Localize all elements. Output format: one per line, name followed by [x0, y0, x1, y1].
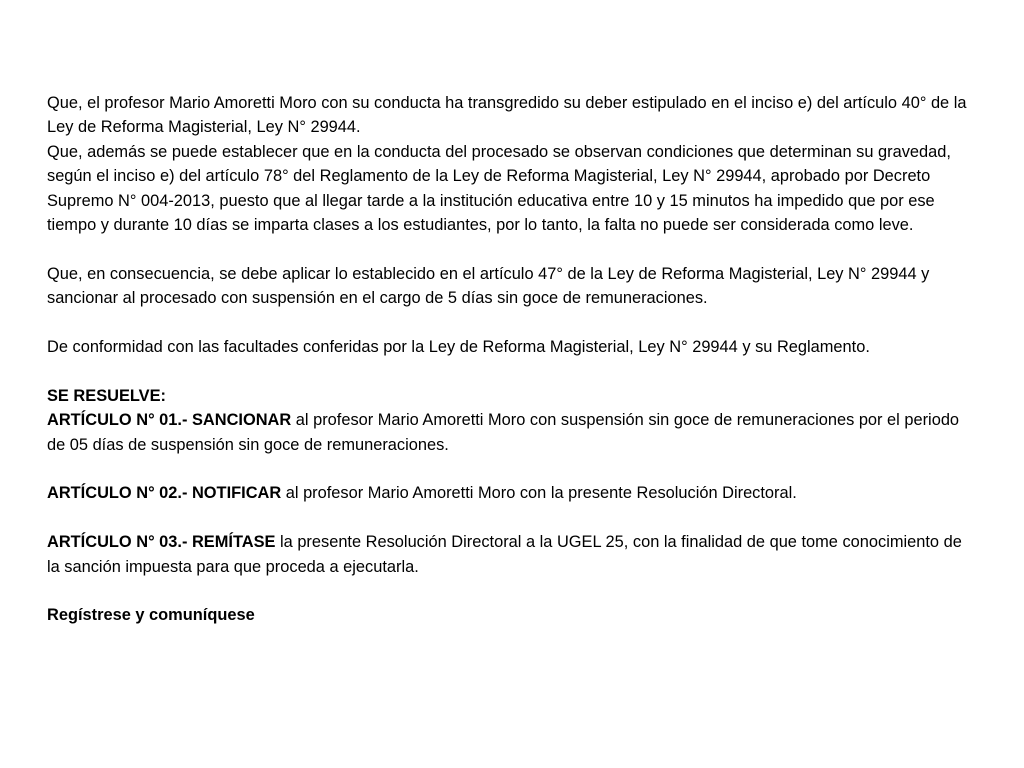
- article-2-text: al profesor Mario Amoretti Moro con la presente Resolución Directoral.: [281, 484, 797, 503]
- article-1-text: al profesor Mario Amoretti Moro con suspensión sin goce de remuneraciones por el periodo de 05 días de suspensión sin goce de remuneraciones.: [47, 411, 960, 454]
- paragraph-considerando-2: Que, además se puede establecer que en la conducta del procesado se observan condiciones que determinan su gravedad, según el inciso e) del artículo 78° del Reglamento de la Ley de Reforma Magisterial, Ley N° 29944, aprobado por Decreto Supremo N° 004-2013, puesto que al llegar tarde a la institución educativa entre 10 y 15 minutos ha impedido que por ese tiempo y durante 10 días se imparta clases a los estudiantes, por lo tanto, la falta no puede ser considerada como leve.: [47, 142, 951, 235]
- spacer: [47, 457, 977, 481]
- spacer: [47, 579, 977, 603]
- article-1: [47, 408, 977, 457]
- resolve-heading: SE RESUELVE:: [47, 386, 167, 405]
- document-body: [47, 91, 977, 628]
- article-3-text: la presente Resolución Directoral a la UGEL 25, con la finalidad de que tome conocimiento de la sanción impuesta para que proceda a ejecutarla.: [47, 533, 962, 576]
- article-1-label: ARTÍCULO N° 01.- SANCIONAR: [47, 411, 292, 430]
- spacer: [47, 311, 977, 335]
- article-3-label: ARTÍCULO N° 03.- REMÍTASE: [47, 533, 276, 552]
- paragraph-considerando-3: Que, en consecuencia, se debe aplicar lo establecido en el artículo 47° de la Ley de Reforma Magisterial, Ley N° 29944 y sancionar al procesado con suspensión en el cargo de 5 días sin goce de remuneraciones.: [47, 264, 930, 308]
- spacer: [47, 359, 977, 383]
- article-2-label: ARTÍCULO N° 02.- NOTIFICAR: [47, 484, 282, 503]
- closing-line: Regístrese y comuníquese: [47, 606, 255, 625]
- paragraph-considerando-1: Que, el profesor Mario Amoretti Moro con su conducta ha transgredido su deber estipulado en el inciso e) del artículo 40° de la Ley de Reforma Magisterial, Ley N° 29944.: [47, 94, 967, 137]
- spacer: [47, 237, 977, 261]
- article-3: [47, 530, 977, 579]
- paragraph-conformidad: De conformidad con las facultades conferidas por la Ley de Reforma Magisterial, Ley N° 29944 y su Reglamento.: [47, 338, 870, 357]
- article-2: [47, 481, 977, 505]
- spacer: [47, 506, 977, 530]
